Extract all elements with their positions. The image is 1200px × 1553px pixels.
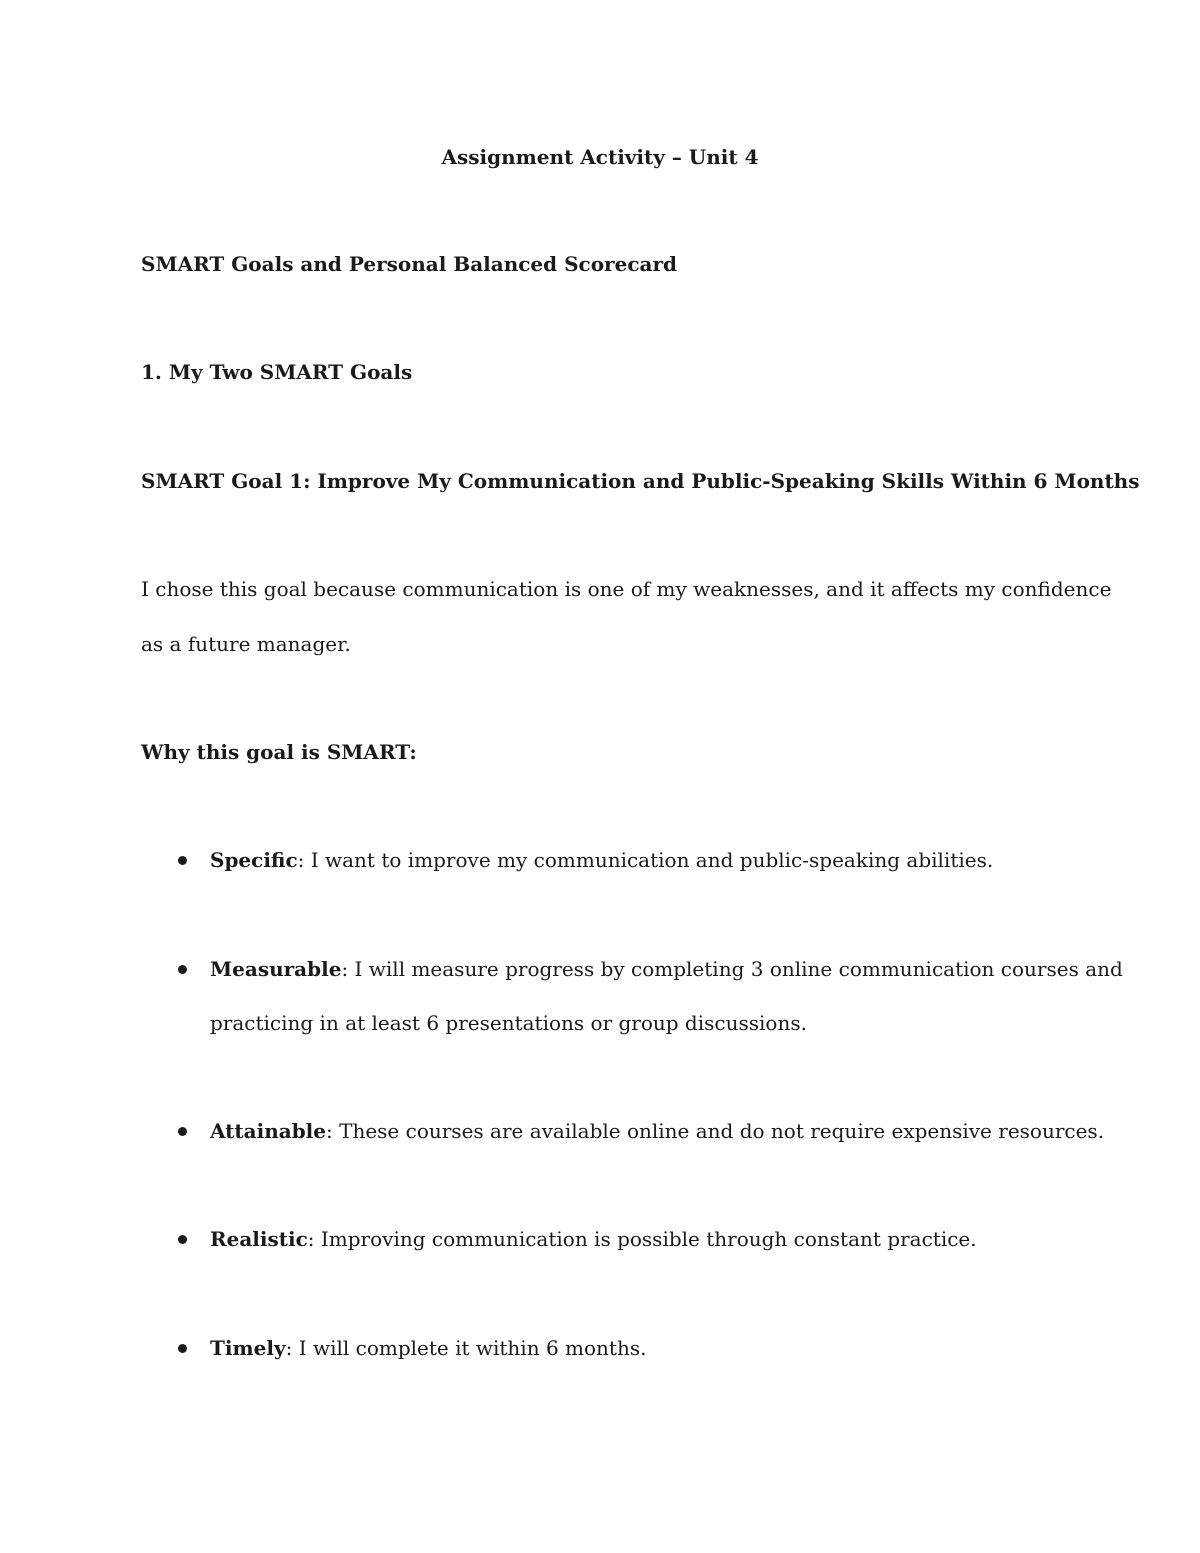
bullet-item-measurable-continued: practicing in at least 6 presentations or group discussions. — [210, 1011, 807, 1035]
intro-paragraph-line-1: I chose this goal because communication is one of my weaknesses, and it affects my confidence — [141, 577, 1112, 601]
bullet-text: : I will complete it within 6 months. — [285, 1336, 647, 1360]
bullet-dot-icon — [178, 856, 187, 865]
bullet-dot-icon — [178, 1235, 187, 1244]
bullet-item-measurable — [210, 956, 1123, 982]
bullet-term: Timely — [210, 1336, 286, 1360]
bullet-item-realistic — [210, 1226, 977, 1252]
bullet-item-attainable — [210, 1118, 1104, 1144]
bullet-dot-icon — [178, 965, 187, 974]
bullet-term: Attainable — [210, 1119, 327, 1143]
bullet-term: Realistic — [210, 1227, 308, 1251]
bullet-term: Specific — [210, 848, 298, 872]
bullet-item-timely — [210, 1335, 646, 1361]
bullet-item-specific — [210, 847, 993, 873]
bullet-text: : I will measure progress by completing 3 online communication courses and — [341, 957, 1123, 981]
document-subtitle: SMART Goals and Personal Balanced Scorecard — [141, 252, 677, 276]
goal-heading: SMART Goal 1: Improve My Communication and Public-Speaking Skills Within 6 Months — [141, 469, 1140, 493]
bullet-text: : These courses are available online and do not require expensive resources. — [326, 1119, 1105, 1143]
document-title: Assignment Activity – Unit 4 — [441, 145, 759, 169]
bullet-dot-icon — [178, 1344, 187, 1353]
intro-paragraph-line-2: as a future manager. — [141, 632, 351, 656]
bullet-dot-icon — [178, 1127, 187, 1136]
bullet-text: : I want to improve my communication and public-speaking abilities. — [297, 848, 994, 872]
why-smart-heading: Why this goal is SMART: — [141, 740, 417, 764]
bullet-term: Measurable — [210, 957, 342, 981]
section-heading: 1. My Two SMART Goals — [141, 360, 413, 384]
bullet-text: : Improving communication is possible through constant practice. — [307, 1227, 977, 1251]
